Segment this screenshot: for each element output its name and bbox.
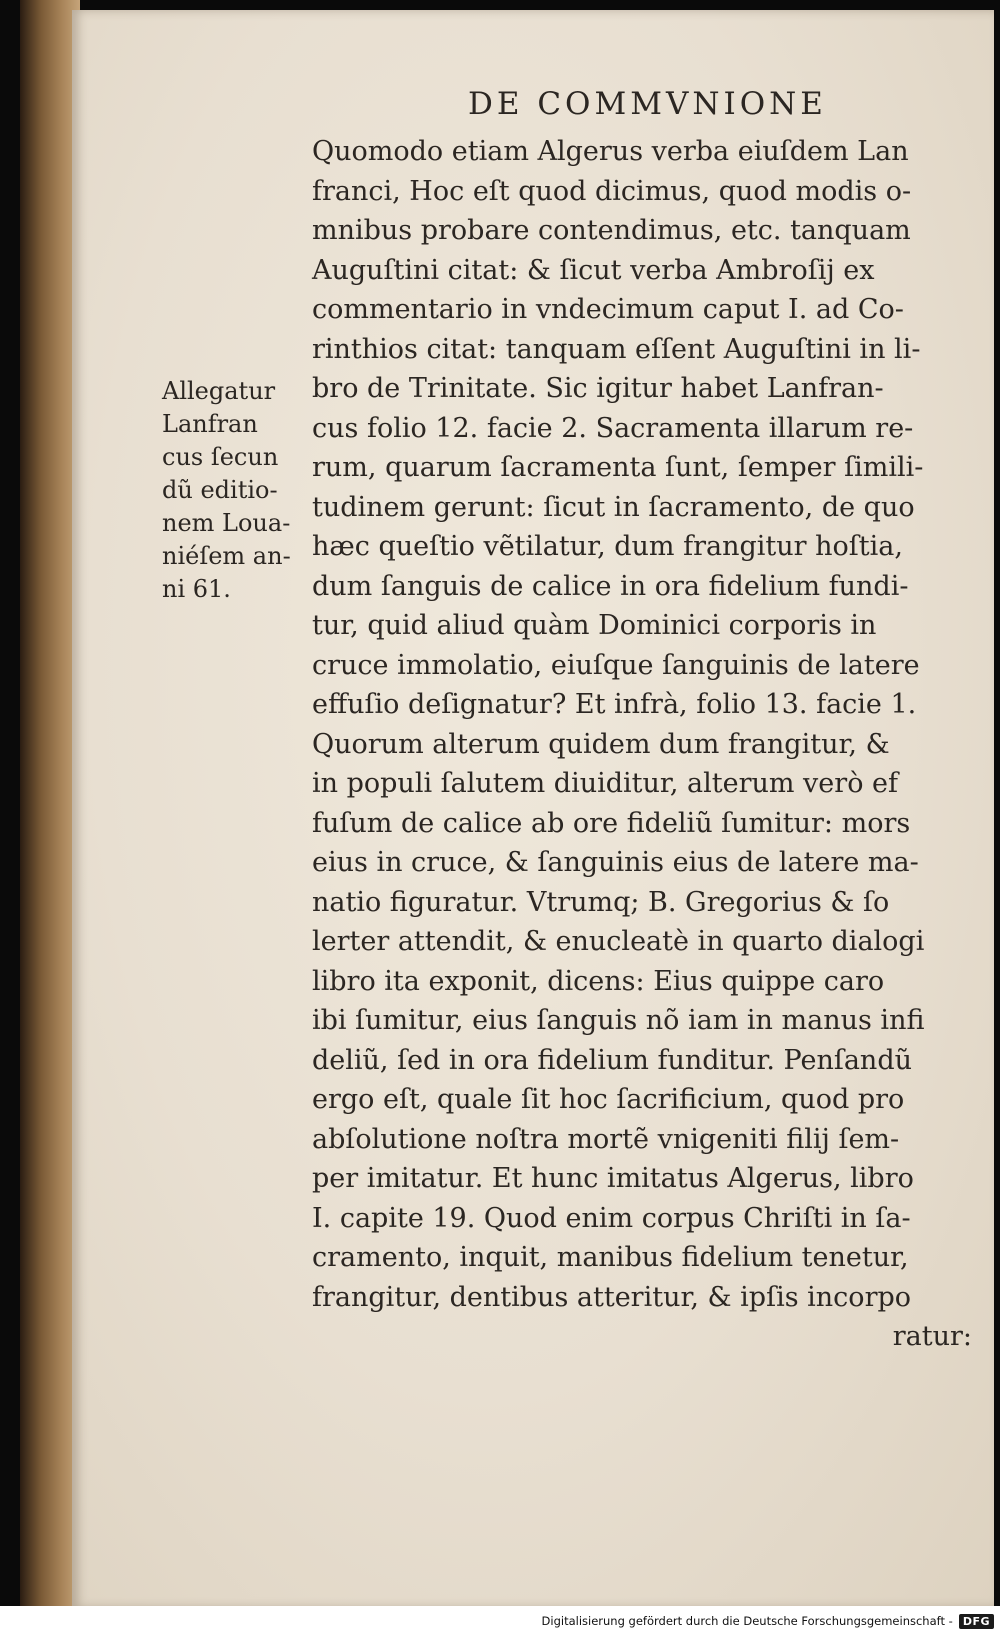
text-line: hæc queſtio vẽtilatur, dum frangitur hoſtia, [312, 531, 903, 562]
digitization-credit [542, 1610, 994, 1632]
margin-note-line: niéſem an- [162, 542, 291, 570]
margin-note [162, 375, 312, 606]
text-line: tur, quid aliud quàm Dominici corporis in [312, 610, 877, 641]
body-text [312, 132, 982, 1357]
text-line: Auguſtini citat: & ſicut verba Ambroſij ex [312, 254, 875, 286]
text-line: libro ita exponit, dicens: Eius quippe caro [312, 965, 885, 997]
text-line: I. capite 19. Quod enim corpus Chriſti in ſa- [312, 1202, 911, 1234]
text-line: ibi ſumitur, eius ſanguis nõ iam in manus infi [312, 1005, 925, 1036]
text-line: commentario in vndecimum caput I. ad Co- [312, 294, 904, 325]
text-line: fuſum de calice ab ore fideliũ ſumitur: mors [312, 807, 911, 839]
text-line: lerter attendit, & enucleatè in quarto dialogi [312, 926, 925, 957]
text-line: rum, quarum ſacramenta ſunt, ſemper ſimili- [312, 452, 924, 483]
text-line: natio figuratur. Vtrumq; B. Gregorius & ſo [312, 886, 890, 918]
credit-text: Digitalisierung gefördert durch die Deutsche Forschungsgemeinschaft - [541, 1614, 953, 1628]
text-line: bro de Trinitate. Sic igitur habet Lanfran- [312, 373, 884, 404]
text-line: tudinem gerunt: ſicut in ſacramento, de quo [312, 491, 915, 523]
book-page-edges [20, 0, 80, 1610]
text-line: effuſio deſignatur? Et infrà, folio 13. facie 1. [312, 689, 917, 720]
text-line: frangitur, dentibus atteritur, & ipſis incorpo [312, 1281, 912, 1313]
text-line: per imitatur. Et hunc imitatus Algerus, libro [312, 1163, 914, 1194]
text-line: dum ſanguis de calice in ora fidelium fundi- [312, 570, 909, 602]
text-line: franci, Hoc eſt quod dicimus, quod modis o- [312, 175, 912, 207]
text-line: mnibus probare contendimus, etc. tanquam [312, 215, 911, 246]
text-line: cruce immolatio, eiuſque ſanguinis de latere [312, 649, 920, 681]
margin-note-line: cus ſecun [162, 443, 279, 471]
running-head: DE COMMVNIONE [468, 86, 827, 122]
margin-note-line: ni 61. [162, 575, 231, 603]
text-line: Quomodo etiam Algerus verba eiuſdem Lan [312, 136, 909, 167]
text-line: eius in cruce, & ſanguinis eius de latere ma- [312, 847, 919, 878]
margin-note-line: Lanfran [162, 410, 258, 438]
margin-note-line: Allegatur [162, 377, 276, 405]
text-line: abſolutione noſtra mortẽ vnigeniti filij ſem- [312, 1123, 900, 1155]
text-line: Quorum alterum quidem dum frangitur, & [312, 728, 890, 760]
text-line: in populi ſalutem diuiditur, alterum verò ef [312, 768, 898, 799]
margin-note-line: nem Loua- [162, 509, 291, 537]
text-line: ergo eſt, quale ſit hoc ſacrificium, quod pro [312, 1084, 905, 1115]
margin-note-line: dũ editio- [162, 476, 278, 504]
text-line: deliũ, ſed in ora fidelium funditur. Penſandũ [312, 1044, 912, 1076]
catchword: ratur: [892, 1321, 972, 1352]
text-line: cus folio 12. facie 2. Sacramenta illarum re- [312, 412, 914, 444]
text-line: cramento, inquit, manibus fidelium tenetur, [312, 1242, 909, 1273]
text-line: rinthios citat: tanquam eſſent Auguſtini in li- [312, 333, 921, 365]
dfg-logo: DFG [959, 1614, 994, 1629]
